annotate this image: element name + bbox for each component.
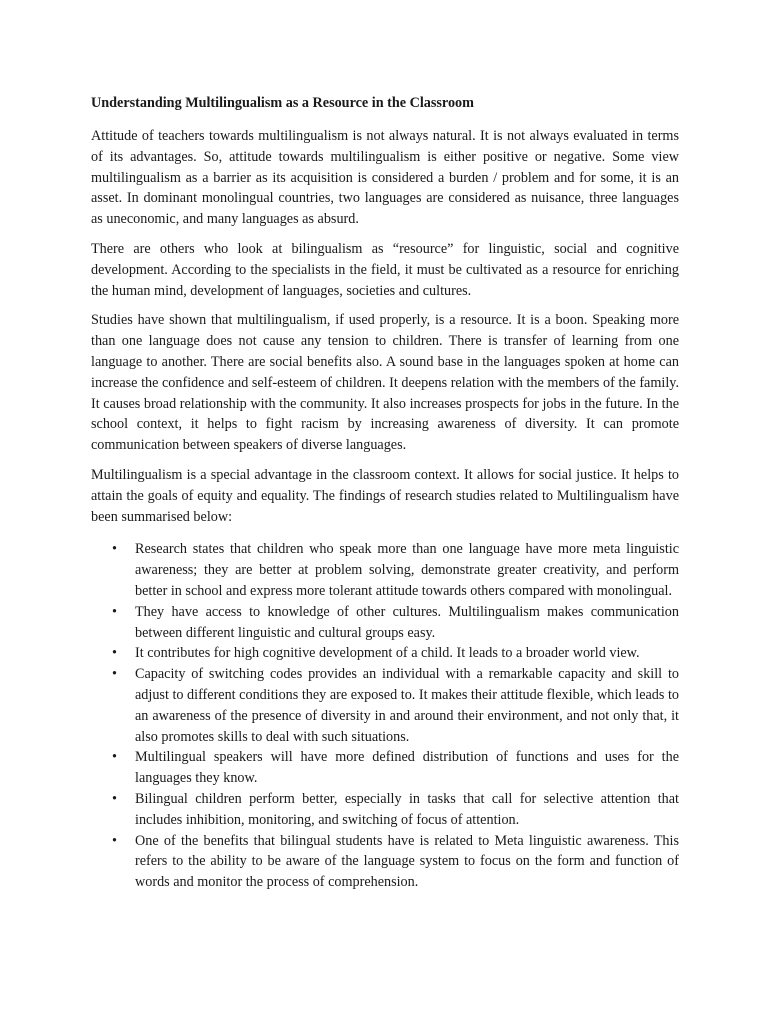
document-page xyxy=(91,93,679,893)
list-item xyxy=(91,643,679,664)
list-item-text: It contributes for high cognitive development of a child. It leads to a broader world view. xyxy=(135,645,640,662)
list-item xyxy=(91,789,679,831)
list-item-text: Capacity of switching codes provides an individual with a remarkable capacity and skill to adjust to different conditions they are exposed to. It makes their attitude flexible, which leads to an awareness of the presence of diversity in and around their environment, and not only that, it also promotes skills to deal with such situations. xyxy=(135,666,679,745)
list-item-text: They have access to knowledge of other cultures. Multilingualism makes communication between different linguistic and cultural groups easy. xyxy=(135,603,679,641)
list-item-text: One of the benefits that bilingual students have is related to Meta linguistic awareness. This refers to the ability to be aware of the language system to focus on the form and function of words and monitor the process of comprehension. xyxy=(135,832,679,891)
bullet-icon: • xyxy=(112,645,117,662)
paragraph-teacher-attitude: Attitude of teachers towards multilingualism is not always natural. It is not always evaluated in terms of its advantages. So, attitude towards multilingualism is either positive or negative. Some view multilingualism as a barrier as its acquisition is considered a burden / problem and for some, it is an asset. In dominant monolingual countries, two languages are considered as nuisance, three languages as uneconomic, and many languages as absurd. xyxy=(91,128,679,228)
bullet-icon: • xyxy=(112,666,117,683)
bullet-icon: • xyxy=(112,749,117,766)
list-item xyxy=(91,539,679,601)
bullet-icon: • xyxy=(112,790,117,807)
list-item xyxy=(91,664,679,747)
paragraph-bilingualism-resource: There are others who look at bilingualism as “resource” for linguistic, social and cognitive development. According to the specialists in the field, it must be cultivated as a resource for enriching the human mind, development of languages, societies and cultures. xyxy=(91,240,679,299)
paragraph-classroom-advantage: Multilingualism is a special advantage in the classroom context. It allows for social justice. It helps to attain the goals of equity and equality. The findings of research studies related to Multilingualism have been summarised below: xyxy=(91,466,679,525)
bullet-icon: • xyxy=(112,541,117,558)
list-item-text: Multilingual speakers will have more defined distribution of functions and uses for the languages they know. xyxy=(135,749,679,787)
list-item xyxy=(91,831,679,893)
bullet-icon: • xyxy=(112,832,117,849)
findings-list xyxy=(91,539,679,893)
list-item xyxy=(91,602,679,644)
paragraph-studies-benefits: Studies have shown that multilingualism, if used properly, is a resource. It is a boon. Speaking more than one language does not cause any tension to children. There is transfer of learning from one language to another. There are social benefits also. A sound base in the languages spoken at home can increase the confidence and self-esteem of children. It deepens relation with the members of the family. It causes broad relationship with the community. It also increases prospects for jobs in the future. In the school context, it helps to fight racism by increasing awareness of diversity. It can promote communication between speakers of diverse languages. xyxy=(91,312,679,454)
bullet-icon: • xyxy=(112,603,117,620)
list-item-text: Bilingual children perform better, especially in tasks that call for selective attention that includes inhibition, monitoring, and switching of focus of attention. xyxy=(135,790,679,828)
list-item-text: Research states that children who speak more than one language have more meta linguistic awareness; they are better at problem solving, demonstrate greater creativity, and perform better in school and express more tolerant attitude towards others compared with monolingual. xyxy=(135,541,679,599)
list-item xyxy=(91,747,679,789)
document-title: Understanding Multilingualism as a Resource in the Classroom xyxy=(91,95,474,111)
